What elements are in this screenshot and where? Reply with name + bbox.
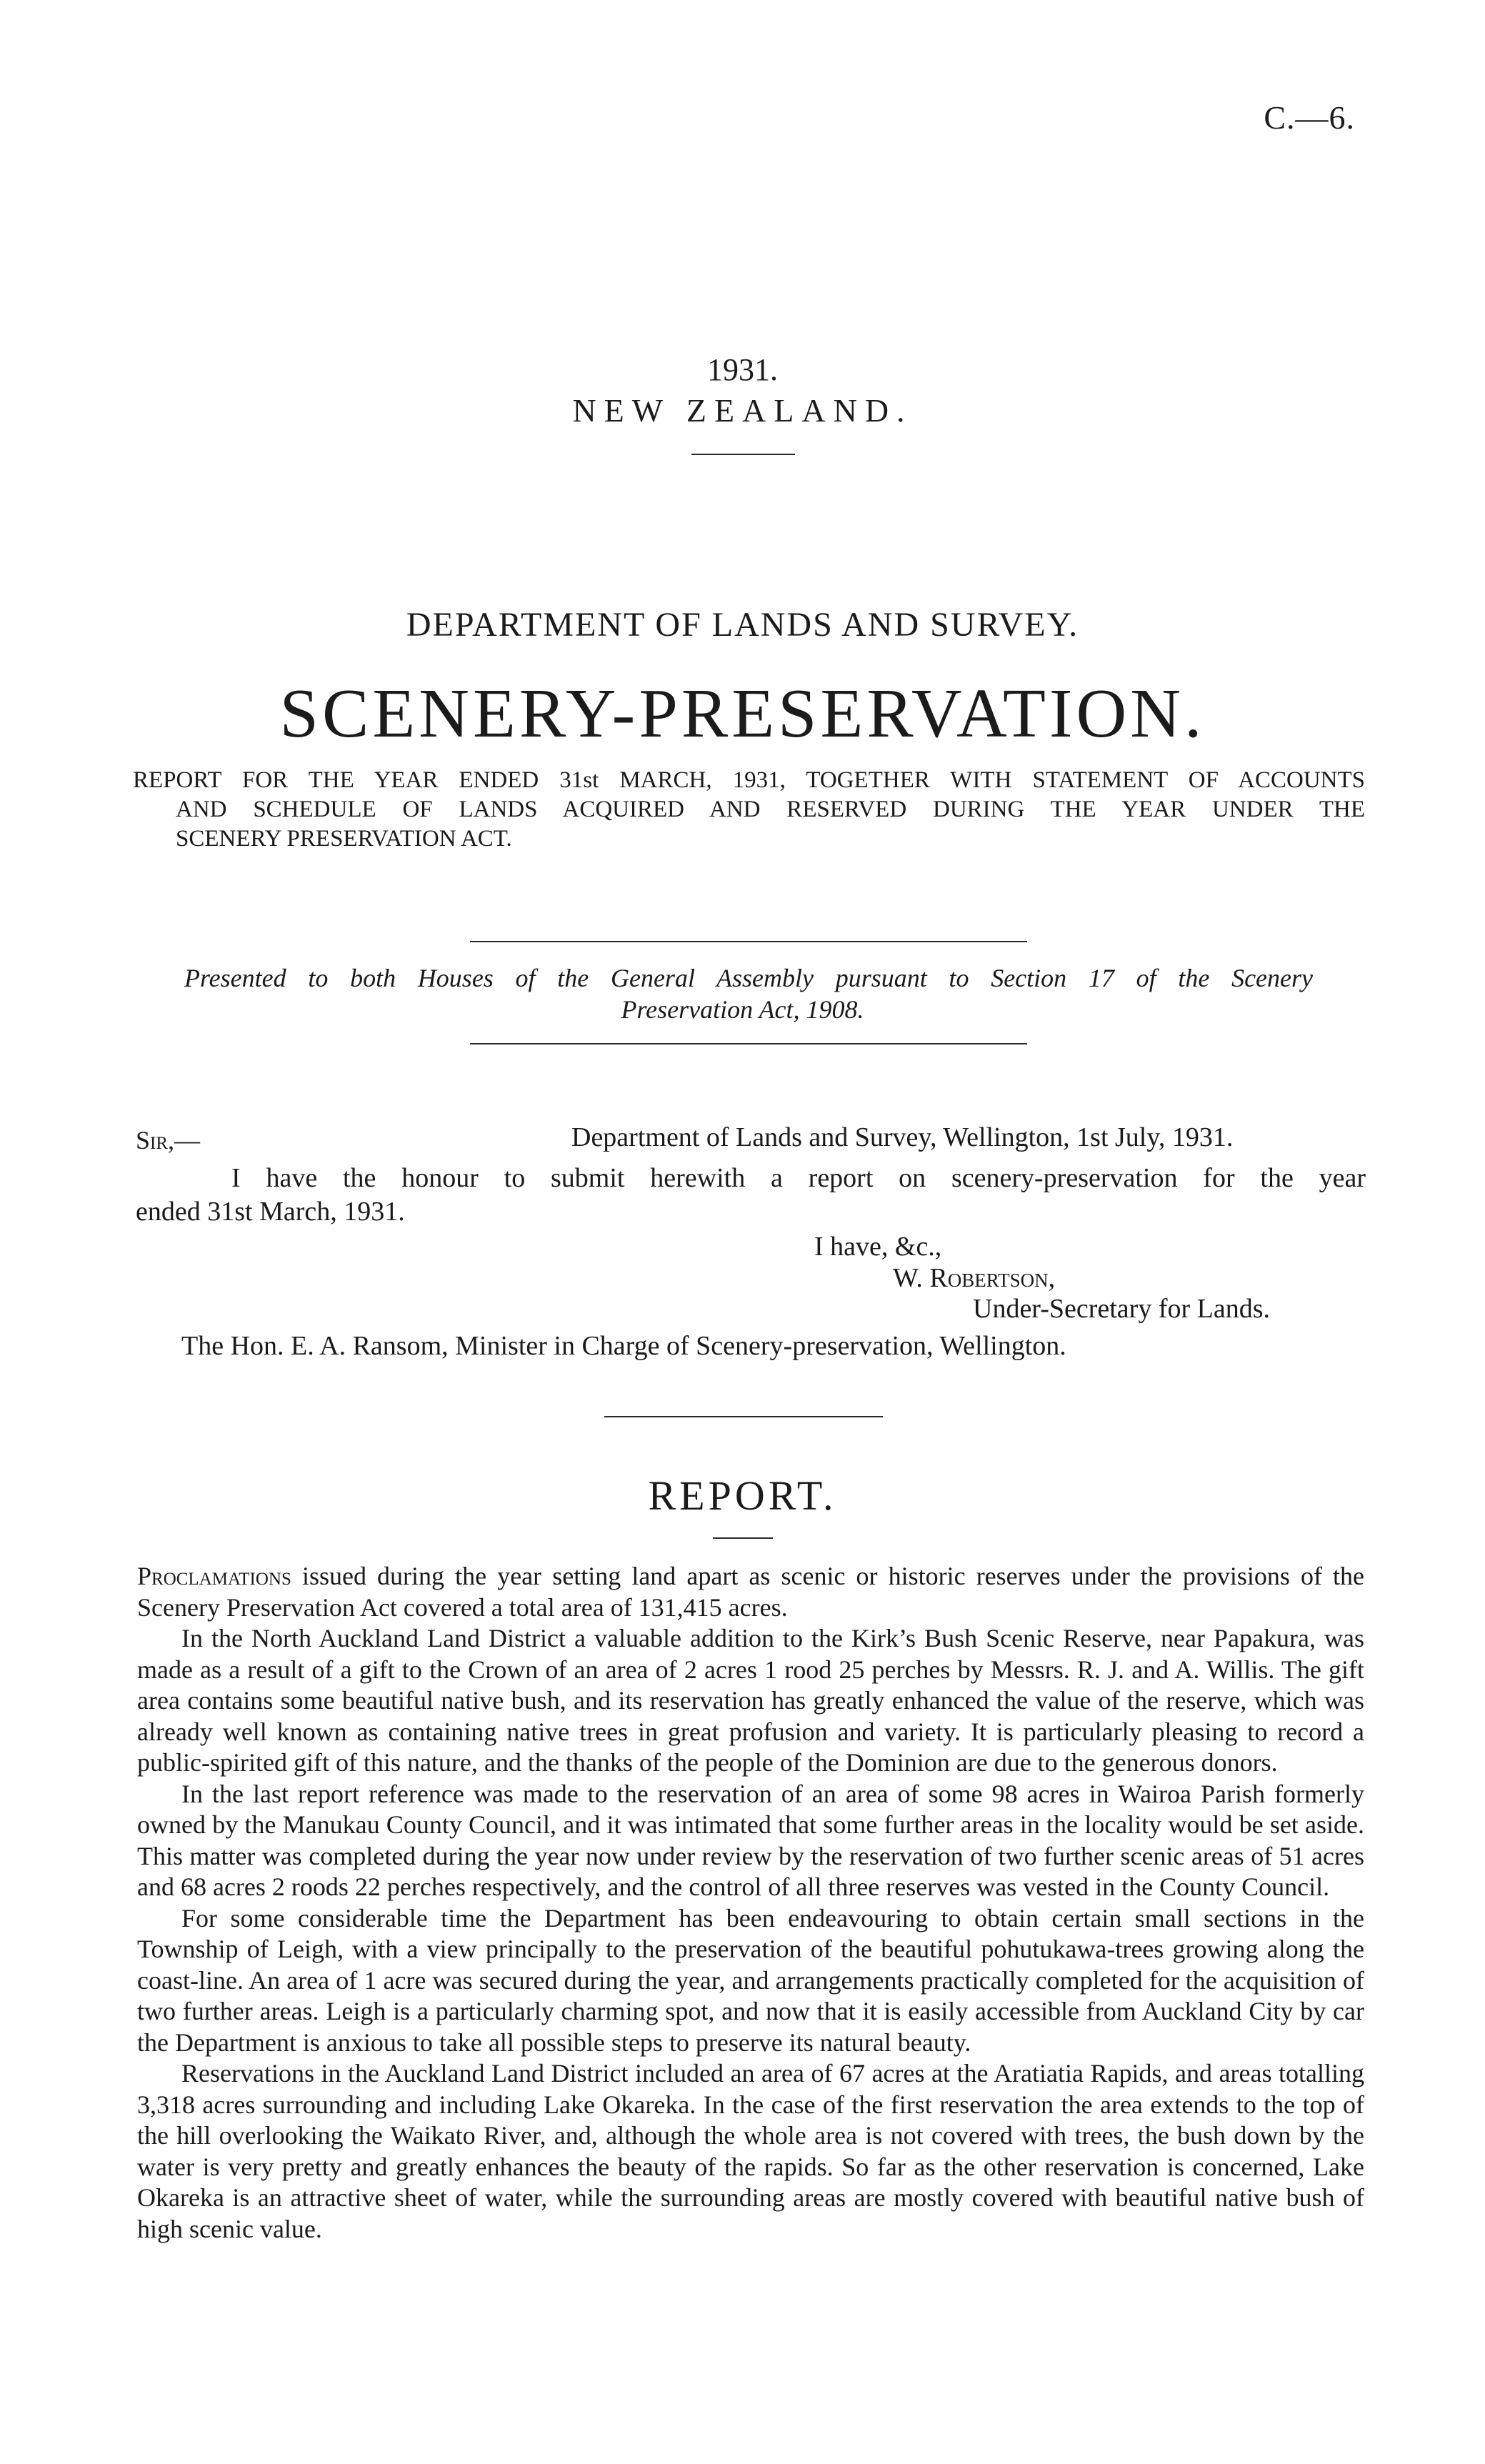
letter-salutation: Sir,— xyxy=(136,1126,201,1154)
report-paragraph-2: In the North Auckland Land District a valuable addition to the Kirk’s Bush Scenic Reserve, near Papakura, was made as a result of a gift to the Crown of an area of 2 acres 1 rood 25 perches by Messrs. R. J. and A. Willis. The gift area contains some beautiful native bush, and its reservation has greatly enhanced the value of the reserve, which was already well known as containing native trees in great profusion and variety. It is particularly pleasing to record a public-spirited gift of this nature, and the thanks of the people of the Dominion are due to the generous donors. xyxy=(137,1624,1364,1777)
letter-dateline: Department of Lands and Survey, Wellington, 1st July, 1931. xyxy=(571,1122,1234,1152)
report-paragraph-3: In the last report reference was made to the reservation of an area of some 98 acres in Wairoa Parish formerly owned by the Manukau County Council, and it was intimated that some further areas in the locality would be set aside. This matter was completed during the year now under review by the reservation of two further scenic areas of 51 acres and 68 acres 2 roods 22 perches respectively, and the control of all three reserves was vested in the County Council. xyxy=(137,1779,1364,1901)
letter-body-line-1: I have the honour to submit herewith a report on scenery-preservation for the year xyxy=(231,1163,1366,1193)
subtitle-line-1: REPORT FOR THE YEAR ENDED 31st MARCH, 1931, TOGETHER WITH STATEMENT OF ACCOUNTS xyxy=(133,767,1365,793)
letter-closing: I have, &c., xyxy=(814,1232,942,1262)
report-paragraph-4: For some considerable time the Department has been endeavouring to obtain certain small sections in the Township of Leigh, with a view principally to the preservation of the beautiful pohutukawa-trees growing along the coast-line. An area of 1 acre was secured during the year, and arrangements practically completed for the acquisition of two further areas. Leigh is a particularly charming spot, and now that it is easily accessible from Auckland City by car the Department is anxious to take all possible steps to preserve its natural beauty. xyxy=(137,1903,1364,2057)
report-paragraph-1 xyxy=(137,1561,1364,1623)
paragraph-1-text: issued during the year setting land apart as scenic or historic reserves under the provisions of the Scenery Preservation Act covered a total area of 131,415 acres. xyxy=(137,1562,1364,1622)
report-heading: REPORT. xyxy=(648,1472,837,1519)
letter-signatory-title: Under-Secretary for Lands. xyxy=(973,1294,1270,1324)
letter-addressee: The Hon. E. A. Ransom, Minister in Charge of Scenery-preservation, Wellington. xyxy=(181,1331,1066,1361)
masthead-rule xyxy=(691,454,795,455)
report-rule xyxy=(713,1537,773,1539)
report-body xyxy=(137,1561,1364,2245)
report-paragraph-5: Reservations in the Auckland Land District included an area of 67 acres at the Aratiatia Rapids, and areas totalling 3,318 acres surrounding and including Lake Okareka. In the case of the first reservation the area extends to the top of the hill overlooking the Waikato River, and, although the whole area is not covered with trees, the bush down by the water is very pretty and greatly enhances the beauty of the rapids. So far as the other reservation is concerned, Lake Okareka is an attractive sheet of water, while the surrounding areas are mostly covered with beautiful native bush of high scenic value. xyxy=(137,2059,1364,2243)
report-year: 1931. xyxy=(707,352,778,387)
subtitle-line-2: AND SCHEDULE OF LANDS ACQUIRED AND RESERVED DURING THE YEAR UNDER THE xyxy=(176,797,1365,822)
presented-line-2: Preservation Act, 1908. xyxy=(621,995,864,1024)
proclamations-lead: Proclamations xyxy=(137,1562,291,1590)
presented-line-1: Presented to both Houses of the General Assembly pursuant to Section 17 of the Scenery xyxy=(184,964,1313,992)
subtitle-line-3: SCENERY PRESERVATION ACT. xyxy=(176,826,512,852)
country-heading: NEW ZEALAND. xyxy=(572,392,913,429)
page-reference: C.—6. xyxy=(1264,99,1355,136)
letter-signatory: W. Robertson, xyxy=(893,1263,1056,1293)
presented-rule-bottom xyxy=(470,1043,1027,1044)
document-title: SCENERY-PRESERVATION. xyxy=(279,675,1206,752)
letter-rule xyxy=(604,1416,883,1417)
presented-rule-top xyxy=(470,941,1027,942)
letter-body-line-2: ended 31st March, 1931. xyxy=(136,1197,405,1227)
department-heading: DEPARTMENT OF LANDS AND SURVEY. xyxy=(406,606,1079,644)
